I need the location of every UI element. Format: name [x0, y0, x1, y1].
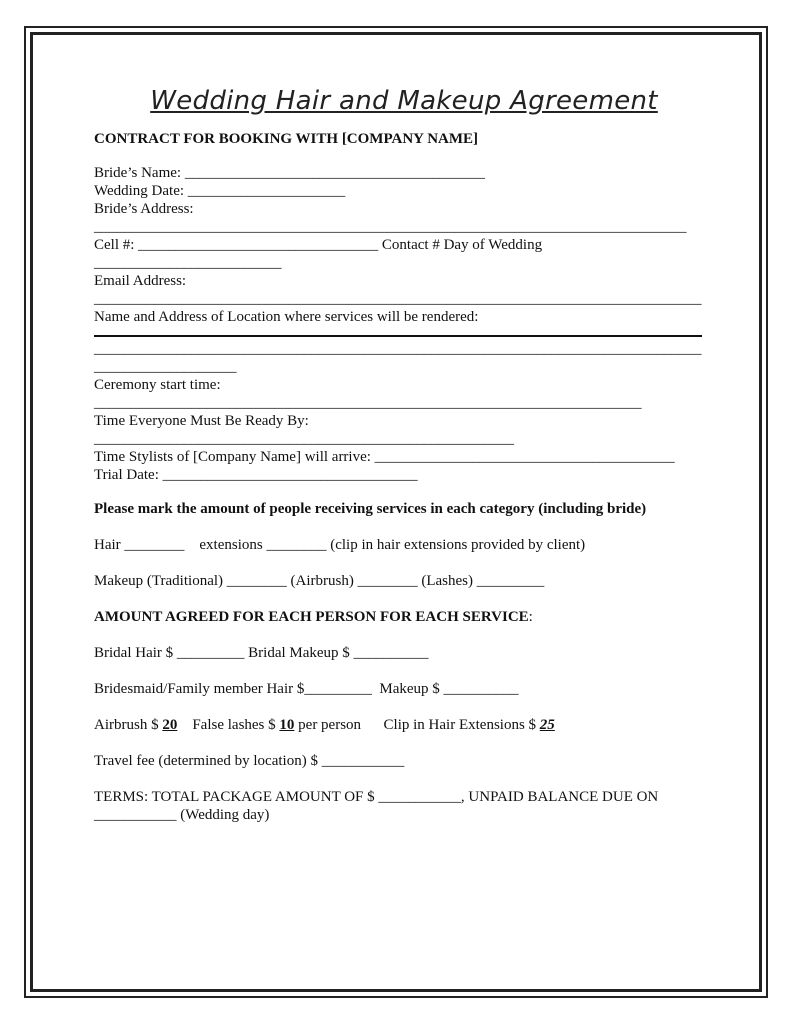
- location-rule: [94, 335, 702, 337]
- terms-line-1[interactable]: TERMS: TOTAL PACKAGE AMOUNT OF $ ___________, UNPAID BALANCE DUE ON: [94, 789, 659, 805]
- ready-by-label: Time Everyone Must Be Ready By:: [94, 413, 309, 429]
- spacer: [94, 590, 714, 608]
- spacer: [94, 518, 714, 536]
- lashes-suffix: per person Clip in Hair Extensions $: [294, 717, 540, 733]
- spacer: [94, 554, 714, 572]
- contract-heading: CONTRACT FOR BOOKING WITH [COMPANY NAME]: [94, 131, 479, 147]
- lashes-price: 10: [279, 717, 295, 733]
- makeup-line[interactable]: Makeup (Traditional) ________ (Airbrush) ________ (Lashes) _________: [94, 573, 545, 589]
- airbrush-label: Airbrush $: [94, 717, 163, 733]
- location-label: Name and Address of Location where services will be rendered:: [94, 309, 479, 325]
- spacer: [94, 626, 714, 644]
- document-title: Wedding Hair and Makeup Agreement: [150, 86, 658, 116]
- location-field[interactable]: _________________________________________________________________________________: [94, 341, 702, 357]
- trial-date-field[interactable]: Trial Date: __________________________________: [94, 467, 418, 483]
- bridal-amount-line[interactable]: Bridal Hair $ _________ Bridal Makeup $ __________: [94, 645, 429, 661]
- ready-by-field[interactable]: ________________________________________________________: [94, 431, 514, 447]
- travel-fee-line[interactable]: Travel fee (determined by location) $ ___________: [94, 753, 405, 769]
- amount-heading-colon: :: [528, 609, 533, 625]
- spacer: [94, 484, 714, 500]
- email-label: Email Address:: [94, 273, 187, 289]
- email-field[interactable]: _________________________________________________________________________________: [94, 291, 702, 307]
- brides-address-field[interactable]: _______________________________________________________________________________: [94, 219, 687, 235]
- stylists-arrive-field[interactable]: Time Stylists of [Company Name] will arrive: ________________________________________: [94, 449, 675, 465]
- terms-line-2[interactable]: ___________ (Wedding day): [94, 807, 270, 823]
- contact-day-of-wedding-field[interactable]: _________________________: [94, 255, 282, 271]
- spacer: [94, 148, 714, 164]
- spacer: [94, 662, 714, 680]
- location-field-cont[interactable]: ___________________: [94, 359, 237, 375]
- services-heading: Please mark the amount of people receiving services in each category (including bride): [94, 501, 647, 517]
- spacer: [94, 734, 714, 752]
- airbrush-price: 20: [162, 717, 178, 733]
- bridesmaid-amount-line[interactable]: Bridesmaid/Family member Hair $_________ Makeup $ __________: [94, 681, 519, 697]
- amount-heading: AMOUNT AGREED FOR EACH PERSON FOR EACH SERVICE: [94, 609, 529, 625]
- ceremony-label: Ceremony start time:: [94, 377, 221, 393]
- spacer: [94, 770, 714, 788]
- pricing-line: [94, 716, 714, 734]
- lashes-label: False lashes $: [177, 717, 280, 733]
- amount-heading-row: [94, 608, 714, 626]
- cell-field[interactable]: Cell #: ________________________________ Contact # Day of Wedding: [94, 237, 543, 253]
- ceremony-field[interactable]: _________________________________________________________________________: [94, 395, 642, 411]
- spacer: [94, 698, 714, 716]
- wedding-date-field[interactable]: Wedding Date: _____________________: [94, 183, 346, 199]
- brides-address-label: Bride’s Address:: [94, 201, 194, 217]
- brides-name-field[interactable]: Bride’s Name: ________________________________________: [94, 165, 485, 181]
- hair-extensions-line[interactable]: Hair ________ extensions ________ (clip in hair extensions provided by client): [94, 537, 586, 553]
- extensions-price: 25: [539, 717, 555, 733]
- agreement-document: [94, 86, 714, 824]
